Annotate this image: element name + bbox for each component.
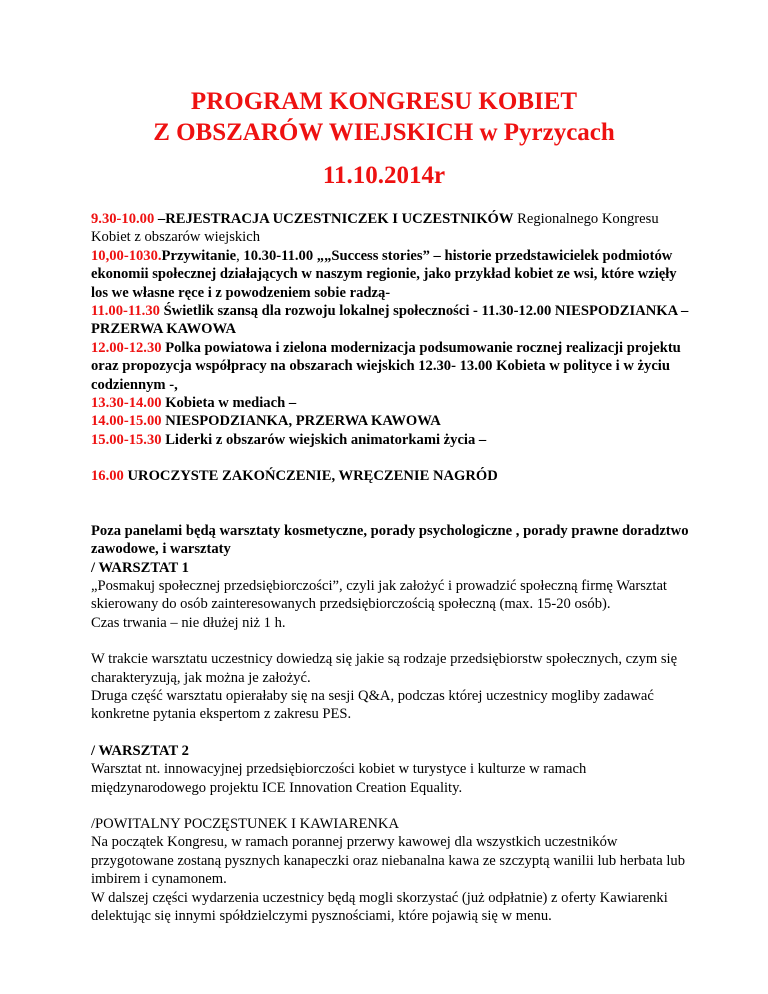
schedule-time: 14.00-15.00: [91, 413, 162, 430]
schedule-text: Polka powiatowa i zielona modernizacja podsumowanie rocznej realizacji projektu oraz propozycja współpracy na obszarach wiejskich 12.30- 13.00 Kobieta w polityce i w życiu codziennym -,: [91, 339, 681, 393]
schedule-text: Kobieta w mediach –: [161, 395, 297, 412]
workshop-1-details: W trakcie warsztatu uczestnicy dowiedzą się jakie są rodzaje przedsiębiorstw społecznych, czym się charakteryzują, jak można je założyć.: [91, 651, 678, 686]
workshop-2-description: Warsztat nt. innowacyjnej przedsiębiorczości kobiet w turystyce i kulturze w ramach międzynarodowego projektu ICE Innovation Creation Equality.: [91, 761, 587, 796]
schedule-text: Regionalnego Kongresu Kobiet z obszarów wiejskich: [91, 211, 659, 246]
schedule-text: Liderki z obszarów wiejskich animatorkami życia –: [161, 431, 487, 448]
event-date: 11.10.2014r: [322, 162, 446, 189]
welcome-heading: /POWITALNY POCZĘSTUNEK I KAWIARENKA: [91, 815, 400, 832]
title-line-2: Z OBSZARÓW WIEJSKICH w Pyrzycach: [153, 119, 615, 146]
schedule-separator: ,: [236, 247, 244, 264]
schedule-time: 13.30-14.00: [91, 395, 162, 412]
schedule-time: 9.30-10.00: [91, 211, 155, 227]
schedule-time: 10,00-1030.: [91, 247, 162, 264]
schedule-text: 10.30-11.00 „„Success stories” – historie przedstawicielek podmiotów ekonomii społecznej działających w naszym regionie, jako przykład kobiet ze wsi, które wzięły los we własne ręce i z powodzeniem sobie radzą-: [91, 247, 677, 301]
schedule-item-swietlik: [91, 302, 691, 339]
schedule-text: UROCZYSTE ZAKOŃCZENIE, WRĘCZENIE NAGRÓD: [123, 468, 498, 485]
schedule-item-closing: [91, 467, 691, 485]
workshop-1-duration: Czas trwania – nie dłużej niż 1 h.: [91, 614, 286, 631]
document-body: [91, 210, 691, 925]
workshop-1-description: „Posmakuj społecznej przedsiębiorczości”, czyli jak założyć i prowadzić społeczną firmę Warsztat skierowany do osób zainteresowanych przedsiębiorczością społeczną (max. 15-20 osób).: [91, 577, 667, 613]
schedule-text: Świetlik szansą dla rozwoju lokalnej społeczności - 11.30-12.00 NIESPODZIANKA –PRZERWA KAWOWA: [91, 303, 689, 338]
title-line-1: PROGRAM KONGRESU KOBIET: [190, 88, 578, 115]
schedule-time: 15.00-15.30: [91, 431, 162, 448]
schedule-title: –REJESTRACJA UCZESTNICZEK I UCZESTNIKÓW: [154, 211, 514, 227]
schedule-item-media: [91, 394, 691, 412]
schedule-text: NIESPODZIANKA, PRZERWA KAWOWA: [161, 413, 441, 430]
schedule-title: Przywitanie: [161, 247, 237, 264]
schedule-item-break: [91, 412, 691, 430]
workshop-1-qa: Druga część warsztatu opierałaby się na sesji Q&A, podczas której uczestnicy mogliby zadawać konkretne pytania ekspertom z zakresu PES.: [91, 687, 654, 723]
workshops-section: [91, 522, 691, 926]
workshop-1-heading: / WARSZTAT 1: [91, 559, 189, 576]
welcome-description: Na początek Kongresu, w ramach porannej przerwy kawowej dla wszystkich uczestników przygotowane zostaną pysznych kanapeczki oraz niebanalna kawa ze szczyptą wanilii lub herbata lub imbirem i cynamonem.: [91, 834, 686, 888]
cafe-description: W dalszej części wydarzenia uczestnicy będą mogli skorzystać (już odpłatnie) z oferty Kawiarenki delektując się innymi spółdzielczymi pysznościami, które pojawią się w menu.: [91, 889, 668, 924]
workshop-2-heading: / WARSZTAT 2: [91, 742, 189, 759]
schedule-item-welcome: [91, 247, 691, 302]
schedule-time: 12.00-12.30: [91, 339, 162, 356]
schedule-item-polka: [91, 339, 691, 394]
schedule-item-leaders: [91, 431, 691, 449]
schedule-item-registration: [91, 210, 691, 247]
schedule-time: 16.00: [91, 468, 124, 485]
schedule: [91, 210, 691, 486]
workshops-intro: Poza panelami będą warsztaty kosmetyczne, porady psychologiczne , porady prawne doradztwo zawodowe, i warsztaty: [91, 522, 689, 558]
schedule-time: 11.00-11.30: [91, 303, 160, 320]
